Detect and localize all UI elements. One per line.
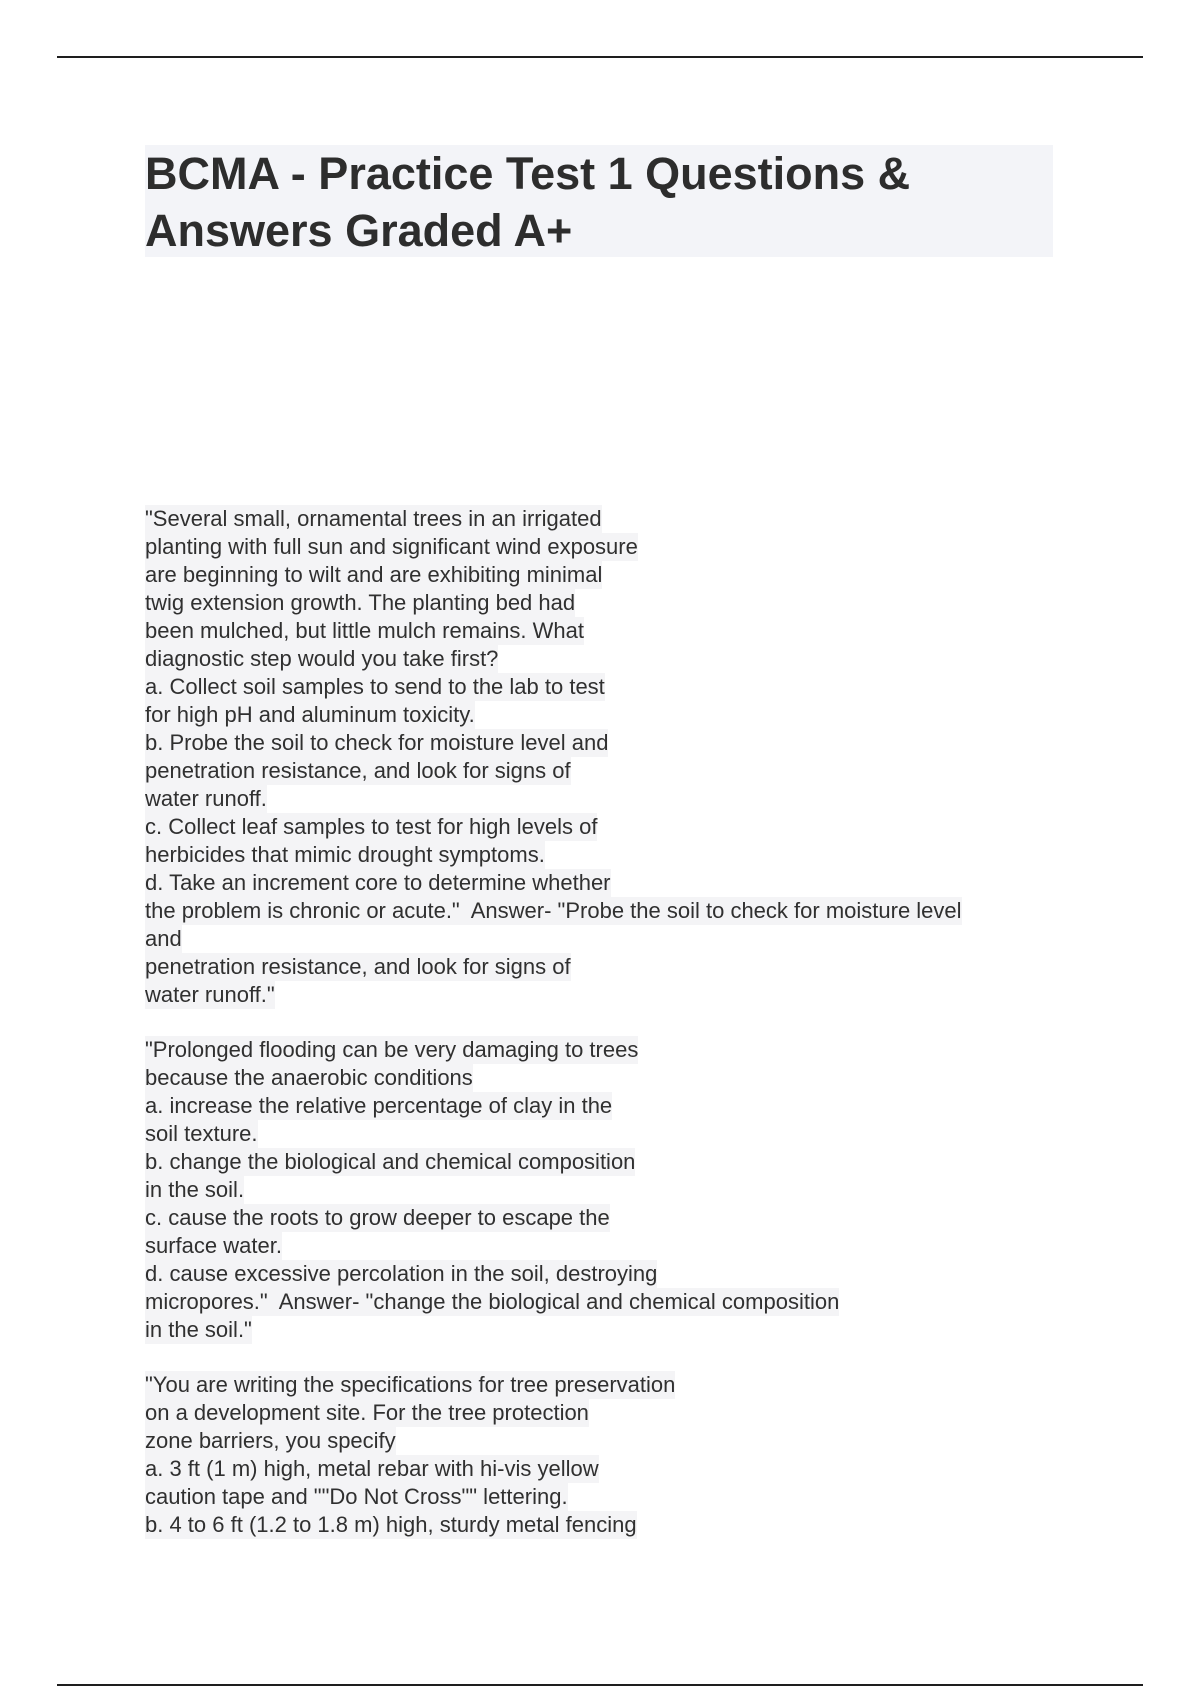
question-text-line: a. increase the relative percentage of clay in the xyxy=(145,1093,613,1118)
question-text-line: the problem is chronic or acute." Answer- "Probe the soil to check for moisture level xyxy=(145,898,962,923)
question-text-line: water runoff. xyxy=(145,786,267,811)
question-text-line: in the soil. xyxy=(145,1177,245,1202)
question-text-line: "You are writing the specifications for tree preservation xyxy=(145,1372,676,1397)
question-text-line: soil texture. xyxy=(145,1121,258,1146)
question-text-line: on a development site. For the tree protection xyxy=(145,1400,589,1425)
question-text-line: a. Collect soil samples to send to the lab to test xyxy=(145,674,605,699)
question-text-line: c. cause the roots to grow deeper to escape the xyxy=(145,1205,610,1230)
question-text-line: d. cause excessive percolation in the soil, destroying xyxy=(145,1261,658,1286)
question-text-line: micropores." Answer- "change the biological and chemical composition xyxy=(145,1289,840,1314)
question-text-line: zone barriers, you specify xyxy=(145,1428,396,1453)
question-text-line: penetration resistance, and look for signs of xyxy=(145,954,571,979)
question-text-line: c. Collect leaf samples to test for high levels of xyxy=(145,814,598,839)
question-text-line: because the anaerobic conditions xyxy=(145,1065,473,1090)
question-text-line: herbicides that mimic drought symptoms. xyxy=(145,842,545,867)
document-title-block xyxy=(145,145,1053,257)
question-block xyxy=(145,1371,1075,1539)
question-text-line: "Several small, ornamental trees in an irrigated xyxy=(145,506,602,531)
header-rule xyxy=(57,56,1143,58)
question-list xyxy=(145,505,1075,1566)
question-text-line: a. 3 ft (1 m) high, metal rebar with hi-vis yellow xyxy=(145,1456,599,1481)
question-text-line: penetration resistance, and look for signs of xyxy=(145,758,571,783)
footer-rule xyxy=(57,1684,1143,1686)
question-text-line: for high pH and aluminum toxicity. xyxy=(145,702,475,727)
question-text-line: b. Probe the soil to check for moisture level and xyxy=(145,730,609,755)
question-text-line: are beginning to wilt and are exhibiting minimal xyxy=(145,562,603,587)
question-text-line: b. change the biological and chemical composition xyxy=(145,1149,636,1174)
question-text-line: water runoff." xyxy=(145,982,275,1007)
question-text-line: d. Take an increment core to determine whether xyxy=(145,870,611,895)
document-title: BCMA - Practice Test 1 Questions & Answers Graded A+ xyxy=(145,148,911,256)
question-block xyxy=(145,505,1075,1009)
question-text-line: in the soil." xyxy=(145,1317,252,1342)
question-text-line: and xyxy=(145,926,182,951)
question-text-line: caution tape and ""Do Not Cross"" lettering. xyxy=(145,1484,568,1509)
question-text-line: surface water. xyxy=(145,1233,282,1258)
question-text-line: planting with full sun and significant wind exposure xyxy=(145,534,638,559)
question-text-line: diagnostic step would you take first? xyxy=(145,646,499,671)
question-text-line: twig extension growth. The planting bed had xyxy=(145,590,576,615)
question-block xyxy=(145,1036,1075,1344)
question-text-line: been mulched, but little mulch remains. What xyxy=(145,618,584,643)
question-text-line: "Prolonged flooding can be very damaging to trees xyxy=(145,1037,639,1062)
question-text-line: b. 4 to 6 ft (1.2 to 1.8 m) high, sturdy metal fencing xyxy=(145,1512,637,1537)
